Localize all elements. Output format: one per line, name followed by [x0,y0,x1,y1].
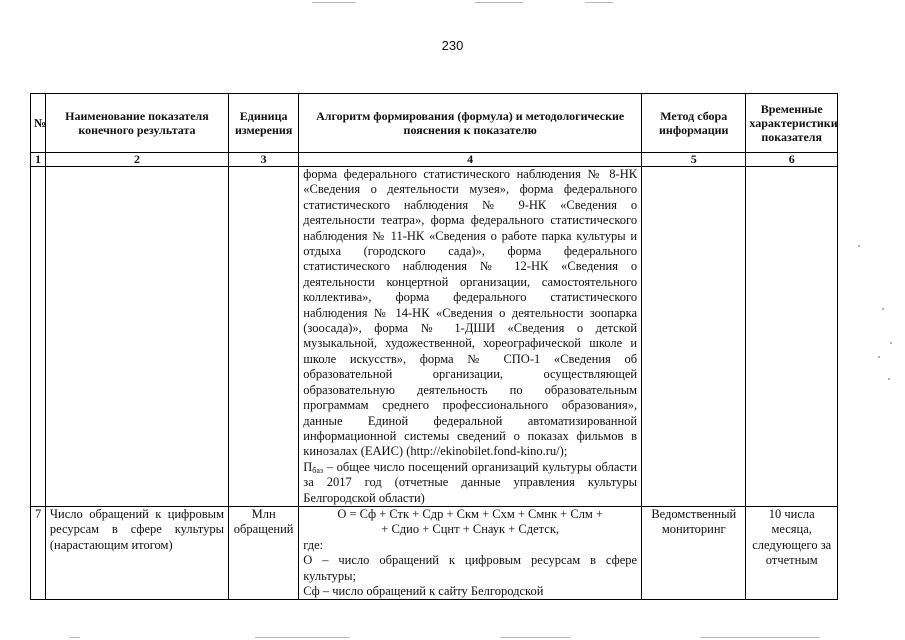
header-method: Метод сбора информации [642,94,746,153]
column-number: 2 [45,153,228,167]
scan-artifact-line [585,2,613,3]
time-characteristics: 10 числа месяца, следующего за отчетным [746,506,838,599]
where-label: где: [303,537,324,552]
column-number-row [31,153,838,167]
indicators-table [30,93,838,600]
pbaz-symbol: П [303,459,313,474]
algorithm-description [299,506,642,599]
column-number: 5 [642,153,746,167]
scan-artifact-line [312,2,356,3]
empty-cell [229,167,299,507]
scan-artifact-dot [890,342,892,344]
empty-cell [31,167,46,507]
pbaz-subscript: баз [312,465,324,475]
algorithm-description [299,167,642,507]
source-forms-text: форма федерального статистического наблюдения № 8-НК «Сведения о деятельности музея», форма федерального статистического наблюдения № 9-НК «Сведения о деятельности театра», форма федерального статистического наблюдения № 11-НК «Сведения о работе парка культуры и отдыха (городского сада)», форма федерального статистического наблюдения № 12-НК «Сведения о деятельности концертной организации, самостоятельного коллектива», форма федерального статистического наблюдения № 14-НК «Сведения о деятельности зоопарка (зоосада)», форма № 1-ДШИ «Сведения о детской музыкальной, художественной, хореографической школе и школе искусств», форма № СПО-1 «Сведения об образовательной организации, осуществляющей образовательную деятельность по образовательным программам среднего профессионального образования», данные Единой федеральной автоматизированной информационной системы сведений о показах фильмов в кинозалах (ЕАИС) (http://ekinobilet.fond-kino.ru/); [303,167,638,459]
formula-line: + Сдио + Сцнт + Снаук + Сдетск, [381,522,560,537]
row-number: 7 [31,506,46,599]
table-row [31,167,838,507]
page-number: 230 [441,38,464,53]
scan-artifact-line [70,637,80,638]
empty-cell [45,167,228,507]
column-number: 4 [299,153,642,167]
scan-artifact-dot [888,378,890,380]
indicator-name: Число обращений к цифровым ресурсам в сфере культуры (нарастающим итогом) [45,506,228,599]
column-number: 6 [746,153,838,167]
scan-artifact-line [475,2,523,3]
header-number: № [31,94,46,153]
table-row [31,506,838,599]
header-algorithm: Алгоритм формирования (формула) и методологические пояснения к показателю [299,94,642,153]
table-header-row [31,94,838,153]
scan-artifact-dot [858,245,860,247]
pbaz-text: – общее число посещений организаций культуры области за 2017 год (отчетные данные управления культуры Белгородской области) [303,459,638,505]
header-time: Временные характеристики показателя [746,94,838,153]
definition-o: О – число обращений к цифровым ресурсам в сфере культуры; [303,553,638,583]
formula-line: О = Сф + Стк + Сдр + Скм + Схм + Смнк + Слм + [337,506,604,521]
scan-artifact-line [500,637,570,638]
scan-artifact-dot [882,308,884,310]
pbaz-definition [303,460,637,506]
scan-artifact-line [255,637,350,638]
header-indicator-name: Наименование показателя конечного результата [45,94,228,153]
header-unit: Единица измерения [229,94,299,153]
unit: Млн обращений [229,506,299,599]
collection-method: Ведомственный мониторинг [642,506,746,599]
column-number: 1 [31,153,46,167]
scan-artifact-dot [878,356,880,358]
definition-sf: Сф – число обращений к сайту Белгородской [303,583,544,598]
empty-cell [642,167,746,507]
column-number: 3 [229,153,299,167]
empty-cell [746,167,838,507]
scan-artifact-line [700,637,820,638]
